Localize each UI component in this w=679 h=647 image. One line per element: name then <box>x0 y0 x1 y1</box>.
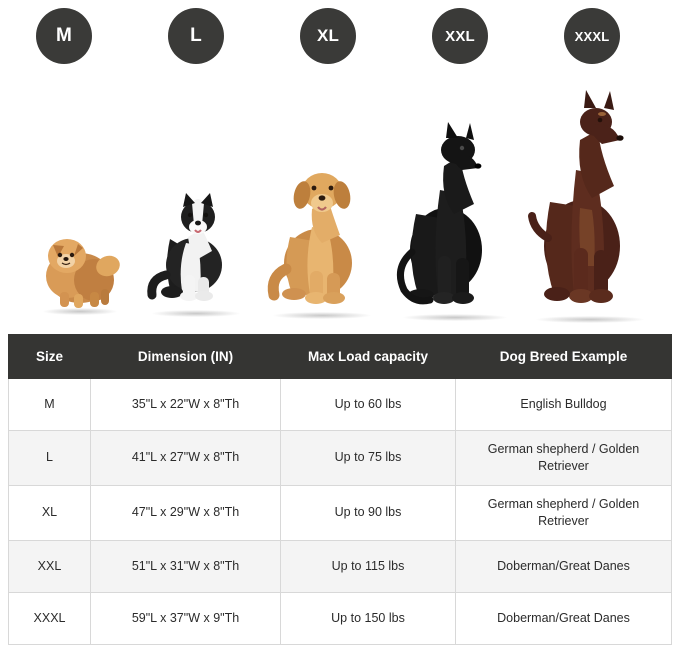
cell-breed: Doberman/Great Danes <box>456 592 672 644</box>
dog-doberman <box>524 88 656 320</box>
size-badge-label: XL <box>316 26 340 45</box>
cell-breed: English Bulldog <box>456 379 672 431</box>
cell-load: Up to 90 lbs <box>281 485 456 540</box>
doberman-figure <box>524 88 656 320</box>
size-chart-table <box>8 334 672 645</box>
size-chart-table-wrap <box>8 334 671 645</box>
table-row <box>9 485 672 540</box>
cell-breed: Doberman/Great Danes <box>456 540 672 592</box>
table-header-row <box>9 335 672 379</box>
table-row <box>9 431 672 486</box>
header-size: Size <box>9 335 91 379</box>
header-dimension: Dimension (IN) <box>91 335 281 379</box>
table-row <box>9 379 672 431</box>
great-dane-figure <box>390 118 520 318</box>
dog-golden-retriever <box>266 151 378 316</box>
table-row <box>9 540 672 592</box>
cell-dimension: 51"L x 31"W x 8"Th <box>91 540 281 592</box>
header-dog-breed: Dog Breed Example <box>456 335 672 379</box>
dog-great-dane <box>390 118 520 318</box>
cell-breed: German shepherd / Golden Retriever <box>456 431 672 486</box>
cell-size: L <box>9 431 91 486</box>
size-badge-m <box>36 8 92 64</box>
cell-size: XL <box>9 485 91 540</box>
dog-pomeranian <box>38 226 122 312</box>
pomeranian-figure <box>38 226 122 312</box>
cell-load: Up to 60 lbs <box>281 379 456 431</box>
dog-illustration-row <box>0 60 679 322</box>
size-badge-xxl <box>432 8 488 64</box>
size-badge-xl <box>300 8 356 64</box>
cell-size: XXXL <box>9 592 91 644</box>
cell-size: XXL <box>9 540 91 592</box>
golden-retriever-figure <box>266 151 378 316</box>
cell-size: M <box>9 379 91 431</box>
size-badge-l <box>168 8 224 64</box>
border-collie-figure <box>142 179 250 314</box>
cell-dimension: 59"L x 37"W x 9"Th <box>91 592 281 644</box>
cell-dimension: 35"L x 22"W x 8"Th <box>91 379 281 431</box>
header-max-load: Max Load capacity <box>281 335 456 379</box>
size-badge-label: XXXL <box>574 28 610 44</box>
size-badge-xxxl <box>564 8 620 64</box>
cell-load: Up to 115 lbs <box>281 540 456 592</box>
size-badge-label: M <box>55 25 73 46</box>
size-badge-label: XXL <box>445 27 475 45</box>
table-row <box>9 592 672 644</box>
cell-dimension: 41"L x 27"W x 8"Th <box>91 431 281 486</box>
cell-dimension: 47"L x 29"W x 8"Th <box>91 485 281 540</box>
size-badge-label: L <box>190 25 202 46</box>
dog-border-collie <box>142 179 250 314</box>
cell-load: Up to 150 lbs <box>281 592 456 644</box>
cell-breed: German shepherd / Golden Retriever <box>456 485 672 540</box>
cell-load: Up to 75 lbs <box>281 431 456 486</box>
